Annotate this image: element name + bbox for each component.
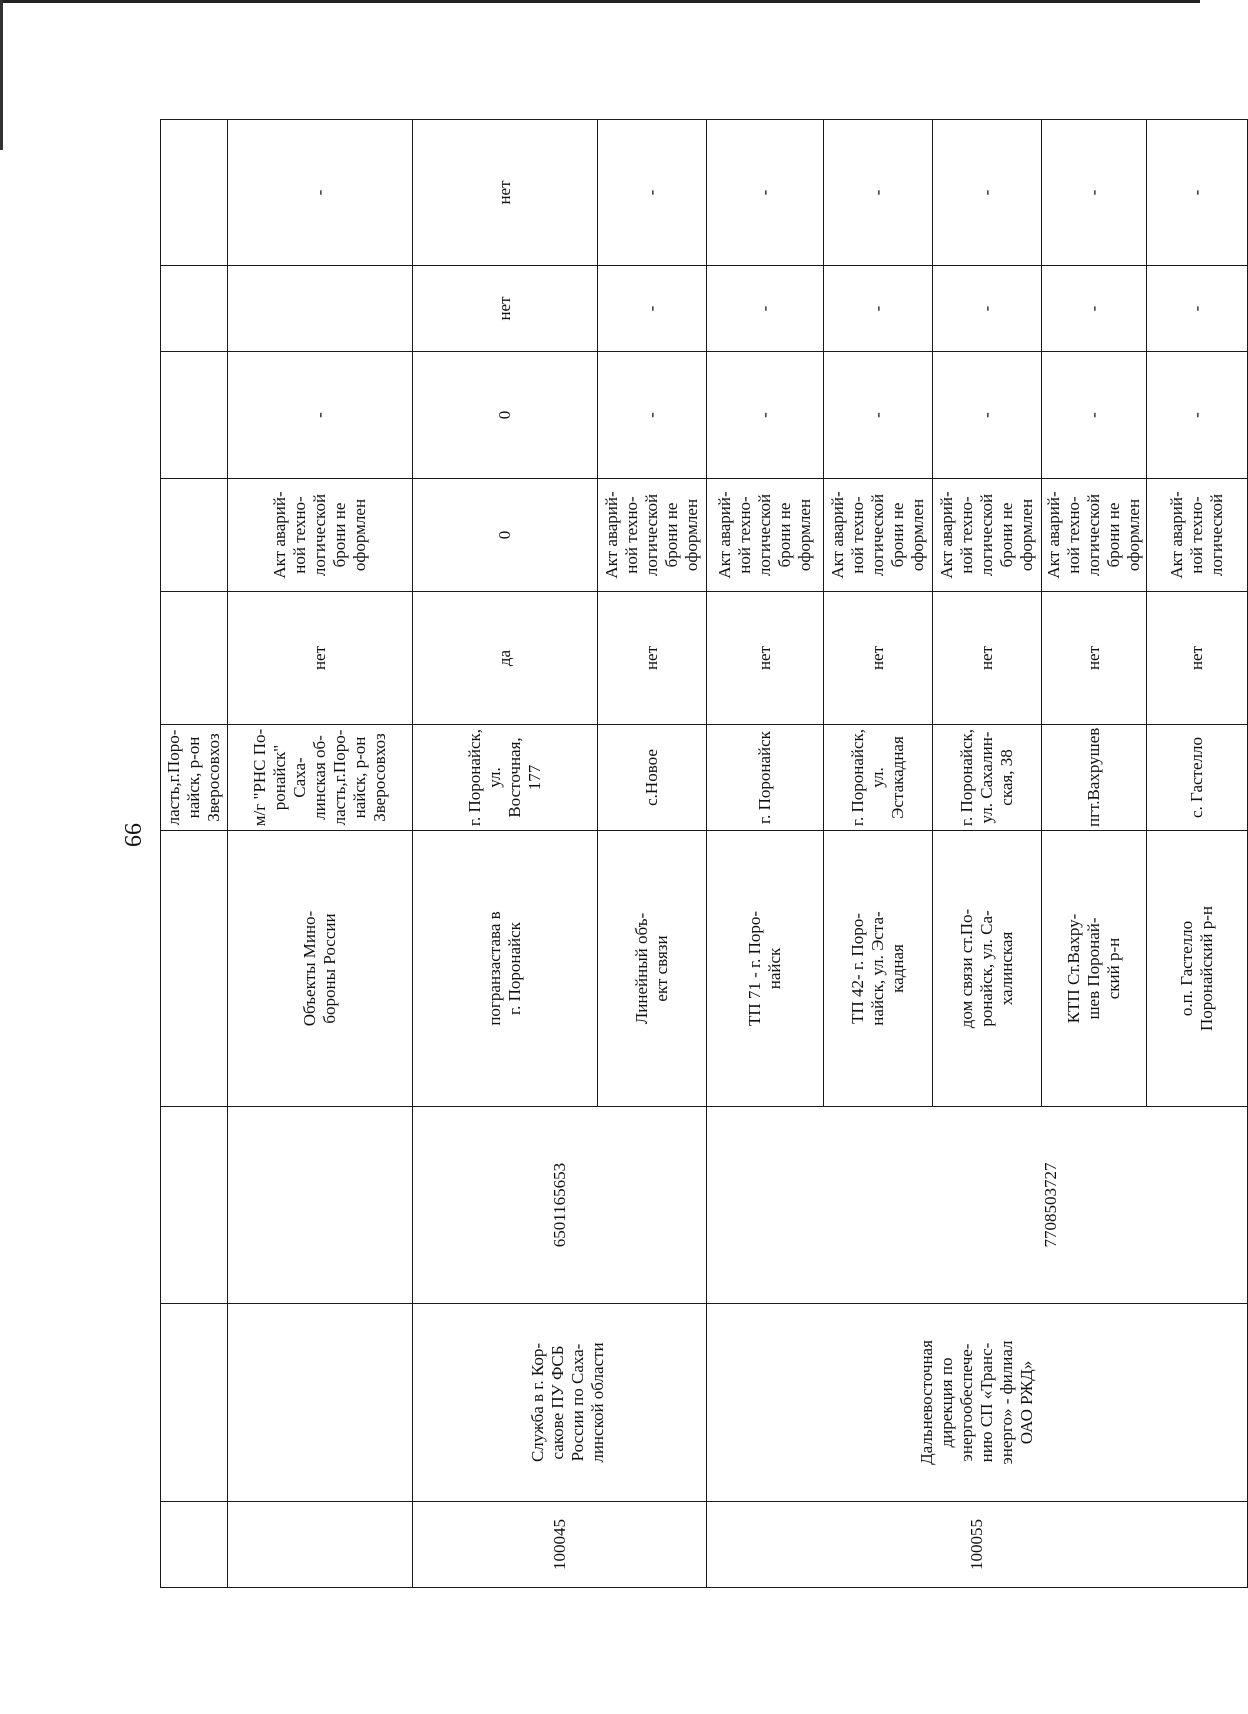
cell-c2: Акт аварий- ной техно- логической брони не оформлен bbox=[933, 479, 1042, 592]
cell-c5: - bbox=[1042, 120, 1147, 266]
cell-c3: - bbox=[933, 352, 1042, 479]
cell-address: г. Поронайск bbox=[707, 725, 824, 831]
cell-c1: нет bbox=[824, 592, 933, 725]
cell-address: с. Гастелло bbox=[1147, 725, 1248, 831]
cell-org: Дальневосточная дирекция по энергообеспече- нию СП «Транс- энерго» - филиал ОАО РЖД» bbox=[707, 1304, 1248, 1502]
cell-empty bbox=[161, 592, 228, 725]
cell-c3: - bbox=[707, 352, 824, 479]
cell-c1: нет bbox=[1042, 592, 1147, 725]
cell-c5: - bbox=[598, 120, 707, 266]
cell-object: дом связи ст.По- ронайск, ул. Са- халинская bbox=[933, 831, 1042, 1107]
cell-inn: 6501165653 bbox=[413, 1107, 707, 1304]
cell-c2: Акт аварий- ной техно- логической bbox=[1147, 479, 1248, 592]
cell-c2: Акт аварий- ной техно- логической брони не оформлен bbox=[228, 479, 413, 592]
data-table bbox=[160, 119, 1248, 1588]
cell-object: ТП 71 - г. Поро- найск bbox=[707, 831, 824, 1107]
cell-c5: - bbox=[707, 120, 824, 266]
table-row bbox=[413, 120, 598, 1588]
cell-org bbox=[161, 1304, 228, 1502]
cell-object: о.п. Гастелло Поронайский р-н bbox=[1147, 831, 1248, 1107]
cell-c3: - bbox=[1042, 352, 1147, 479]
cell-address: пгт.Вахрушев bbox=[1042, 725, 1147, 831]
cell-c3: - bbox=[228, 352, 413, 479]
cell-address: м/г "РНС По- ронайск" Саха- линская об- ласть,г.Поро- найск, р-он Зверосовхоз bbox=[228, 725, 413, 831]
cell-org bbox=[228, 1304, 413, 1502]
cell-empty bbox=[161, 479, 228, 592]
cell-c4: - bbox=[707, 266, 824, 352]
cell-c5: нет bbox=[413, 120, 598, 266]
cell-id: 100055 bbox=[707, 1502, 1248, 1588]
cell-object: погранзастава в г. Поронайск bbox=[413, 831, 598, 1107]
cell-c4: - bbox=[1042, 266, 1147, 352]
cell-empty bbox=[161, 120, 228, 266]
cell-org: Служба в г. Кор- сакове ПУ ФСБ России по Саха- линской области bbox=[413, 1304, 707, 1502]
cell-c3: - bbox=[1147, 352, 1248, 479]
cell-address: г. Поронайск, ул. Эстакадная bbox=[824, 725, 933, 831]
cell-c5: - bbox=[824, 120, 933, 266]
cell-c1: да bbox=[413, 592, 598, 725]
table-row-continuation bbox=[161, 120, 228, 1588]
cell-c2: 0 bbox=[413, 479, 598, 592]
cell-c1: нет bbox=[228, 592, 413, 725]
cell-c4: - bbox=[824, 266, 933, 352]
cell-c1: нет bbox=[707, 592, 824, 725]
cell-c4: - bbox=[1147, 266, 1248, 352]
cell-object: Линейный объ- ект связи bbox=[598, 831, 707, 1107]
cell-c4: нет bbox=[413, 266, 598, 352]
cell-inn bbox=[228, 1107, 413, 1304]
cell-c5: - bbox=[228, 120, 413, 266]
cell-object: Объекты Мино- бороны России bbox=[228, 831, 413, 1107]
cell-address: г. Поронайск, ул. Сахалин- ская, 38 bbox=[933, 725, 1042, 831]
cell-object: ТП 42- г. Поро- найск, ул. Эста- кадная bbox=[824, 831, 933, 1107]
cell-id bbox=[161, 1502, 228, 1588]
cell-inn bbox=[161, 1107, 228, 1304]
cell-inn: 7708503727 bbox=[707, 1107, 1248, 1304]
cell-id bbox=[228, 1502, 413, 1588]
cell-c1: нет bbox=[933, 592, 1042, 725]
table-row bbox=[228, 120, 413, 1588]
cell-address: с.Новое bbox=[598, 725, 707, 831]
cell-c3: 0 bbox=[413, 352, 598, 479]
cell-c2: Акт аварий- ной техно- логической брони не оформлен bbox=[707, 479, 824, 592]
cell-c2: Акт аварий- ной техно- логической брони не оформлен bbox=[598, 479, 707, 592]
scan-edge-top bbox=[0, 0, 1200, 3]
cell-c4 bbox=[228, 266, 413, 352]
cell-c2: Акт аварий- ной техно- логической брони не оформлен bbox=[1042, 479, 1147, 592]
cell-c3: - bbox=[598, 352, 707, 479]
cell-id: 100045 bbox=[413, 1502, 707, 1588]
cell-empty bbox=[161, 352, 228, 479]
cell-c1: нет bbox=[1147, 592, 1248, 725]
cell-object: КТП Ст.Вахру- шев Поронай- ский р-н bbox=[1042, 831, 1147, 1107]
table-row bbox=[707, 120, 824, 1588]
cell-c5: - bbox=[1147, 120, 1248, 266]
cell-c1: нет bbox=[598, 592, 707, 725]
page-number: 99 bbox=[119, 823, 145, 847]
cell-c4: - bbox=[933, 266, 1042, 352]
cell-c4: - bbox=[598, 266, 707, 352]
cell-empty bbox=[161, 831, 228, 1107]
cell-empty bbox=[161, 266, 228, 352]
cell-address: ласть,г.Поро- найск, р-он Зверосовхоз bbox=[161, 725, 228, 831]
cell-c3: - bbox=[824, 352, 933, 479]
rotated-table-wrapper bbox=[160, 120, 1226, 1588]
scan-edge-left bbox=[0, 0, 3, 150]
cell-c2: Акт аварий- ной техно- логической брони не оформлен bbox=[824, 479, 933, 592]
cell-address: г. Поронайск, ул. Восточная, 177 bbox=[413, 725, 598, 831]
cell-c5: - bbox=[933, 120, 1042, 266]
